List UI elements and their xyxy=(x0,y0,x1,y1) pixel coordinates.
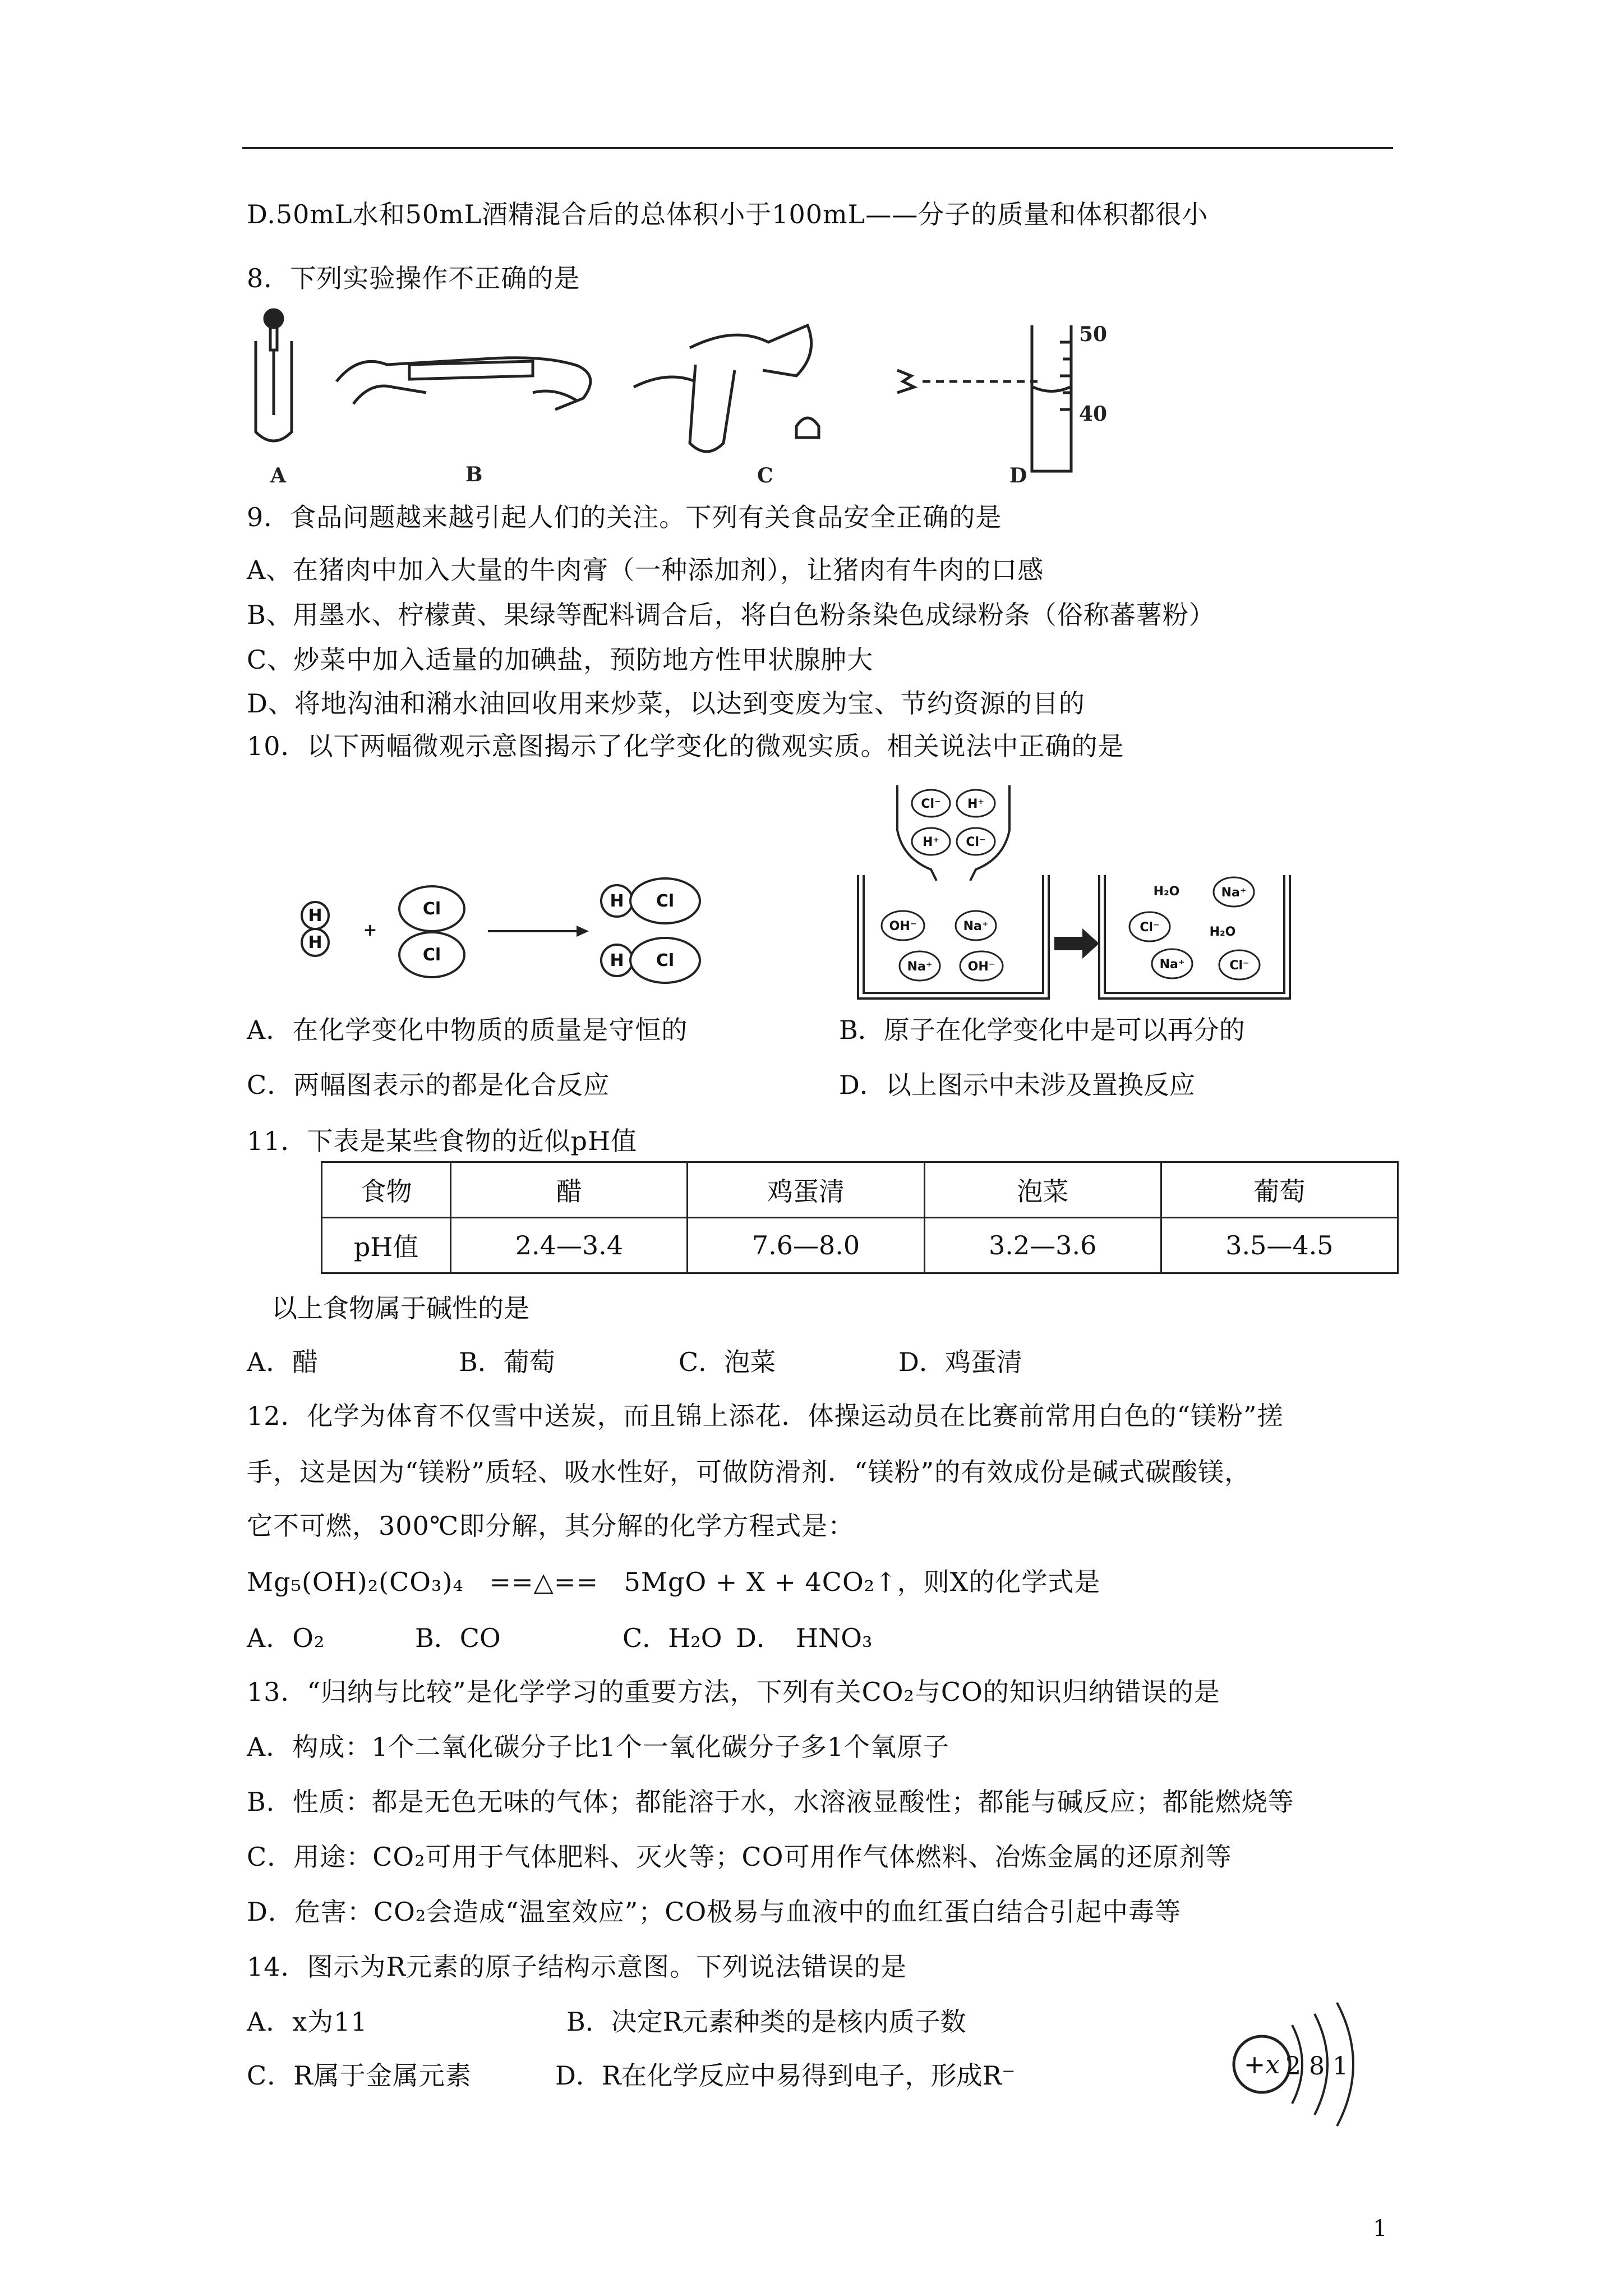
ion-cl-minus: Cl⁻ xyxy=(1140,921,1160,935)
molecule-h2o: H₂O xyxy=(1209,925,1236,939)
q12-option-a: A．O₂ xyxy=(247,1623,325,1653)
atom-electron-shells: 2 8 1 xyxy=(1285,2052,1348,2081)
table-cell: 3.2—3.6 xyxy=(924,1218,1161,1273)
q10-molecule-reaction-diagram xyxy=(292,864,740,993)
ion-h-plus: H⁺ xyxy=(922,835,940,849)
q12-question-tail: ，则X的化学式是 xyxy=(897,1567,1101,1597)
header-rule xyxy=(242,147,1393,149)
q14-option-c: C．R属于金属元素 xyxy=(247,2060,472,2091)
q10-option-a: A．在化学变化中物质的质量是守恒的 xyxy=(247,1015,688,1045)
q9-option-d: D、将地沟油和潲水油回收用来炒菜，以达到变废为宝、节约资源的目的 xyxy=(247,688,1085,719)
q12-line-1: 12．化学为体育不仅雪中送炭，而且锦上添花．体操运动员在比赛前常用白色的“镁粉”搓 xyxy=(247,1401,1284,1431)
table-cell: 3.5—4.5 xyxy=(1161,1218,1398,1273)
table-row xyxy=(322,1218,1398,1273)
atom-cl-label: Cl xyxy=(656,891,675,911)
q12-option-d-letter: D． xyxy=(736,1623,782,1653)
equation-products: 5MgO + X + 4CO₂↑ xyxy=(624,1567,897,1597)
fig8-label-b: B xyxy=(465,463,483,486)
q11-sub-stem: 以上食物属于碱性的是 xyxy=(271,1293,529,1323)
q14-atom-structure-diagram xyxy=(1223,1980,1368,2148)
q13-stem: 13．“归纳与比较”是化学学习的重要方法，下列有关CO₂与CO的知识归纳错误的是 xyxy=(247,1677,1220,1707)
atom-h-label: H xyxy=(610,951,624,970)
atom-nucleus-label: +x xyxy=(1243,2049,1280,2079)
table-cell: 食物 xyxy=(322,1162,451,1218)
q14-option-a: A．x为11 xyxy=(247,2007,368,2037)
q14-option-d: D．R在化学反应中易得到电子，形成R⁻ xyxy=(555,2060,1016,2091)
q12-equation xyxy=(247,1565,1100,1599)
q13-option-c: C．用途：CO₂可用于气体肥料、灭火等；CO可用作气体燃料、冶炼金属的还原剂等 xyxy=(247,1842,1232,1872)
q13-option-b: B．性质：都是无色无味的气体；都能溶于水，水溶液显酸性；都能与碱反应；都能燃烧等 xyxy=(247,1787,1294,1817)
ion-na-plus: Na⁺ xyxy=(1221,886,1247,900)
ion-na-plus: Na⁺ xyxy=(907,960,933,974)
q12-line-3: 它不可燃，300℃即分解，其分解的化学方程式是： xyxy=(247,1511,855,1541)
ion-na-plus: Na⁺ xyxy=(1159,958,1185,972)
q9-option-b: B、用墨水、柠檬黄、果绿等配料调合后，将白色粉条染色成绿粉条（俗称蕃薯粉） xyxy=(247,600,1215,630)
equation-reactant: Mg₅(OH)₂(CO₃)₄ xyxy=(247,1567,464,1597)
atom-cl-label: Cl xyxy=(422,945,441,965)
ph-table xyxy=(321,1161,1399,1274)
q12-option-b: B．CO xyxy=(415,1623,501,1653)
atom-cl-label: Cl xyxy=(422,899,441,919)
q11-option-b: B．葡萄 xyxy=(459,1347,555,1377)
fig8-label-a: A xyxy=(270,464,286,487)
q9-option-a: A、在猪肉中加入大量的牛肉膏（一种添加剂），让猪肉有牛肉的口感 xyxy=(247,555,1044,585)
q10-neutralization-diagram xyxy=(852,785,1346,1010)
q10-option-c: C．两幅图表示的都是化合反应 xyxy=(247,1070,610,1100)
q9-stem: 9．食品问题越来越引起人们的关注。下列有关食品安全正确的是 xyxy=(247,502,1002,532)
q14-stem: 14．图示为R元素的原子结构示意图。下列说法错误的是 xyxy=(247,1952,907,1982)
ion-na-plus: Na⁺ xyxy=(963,919,989,933)
table-row xyxy=(322,1162,1398,1218)
ion-oh-minus: OH⁻ xyxy=(967,960,995,974)
q12-option-c: C．H₂O xyxy=(623,1623,722,1653)
table-cell: 鸡蛋清 xyxy=(688,1162,924,1218)
atom-h-label: H xyxy=(610,891,624,911)
q12-line-2: 手，这是因为“镁粉”质轻、吸水性好，可做防滑剂．“镁粉”的有效成份是碱式碳酸镁， xyxy=(247,1457,1251,1487)
table-cell: 醋 xyxy=(451,1162,688,1218)
q7-option-d: D.50mL水和50mL酒精混合后的总体积小于100mL——分子的质量和体积都很小 xyxy=(247,199,1209,229)
table-cell: 7.6—8.0 xyxy=(688,1218,924,1273)
fig8-label-c: C xyxy=(757,464,773,487)
atom-h-label: H xyxy=(308,933,322,953)
page-number: 1 xyxy=(1373,2216,1387,2242)
table-cell: 泡菜 xyxy=(924,1162,1161,1218)
fig8-label-d: D xyxy=(1009,464,1027,487)
q10-option-b: B．原子在化学变化中是可以再分的 xyxy=(839,1015,1245,1045)
atom-cl-label: Cl xyxy=(656,951,675,970)
cylinder-mark-40: 40 xyxy=(1079,402,1108,426)
q8-lab-operations-figure xyxy=(241,303,1116,488)
plus-sign: + xyxy=(363,921,377,940)
atom-h-label: H xyxy=(308,906,322,926)
table-cell: 2.4—3.4 xyxy=(451,1218,688,1273)
ion-h-plus: H⁺ xyxy=(967,797,985,811)
q10-stem: 10．以下两幅微观示意图揭示了化学变化的微观实质。相关说法中正确的是 xyxy=(247,731,1124,761)
q11-option-c: C．泡菜 xyxy=(679,1347,776,1377)
q13-option-a: A．构成：1个二氧化碳分子比1个一氧化碳分子多1个氧原子 xyxy=(247,1732,950,1762)
q9-option-c: C、炒菜中加入适量的加碘盐，预防地方性甲状腺肿大 xyxy=(247,645,874,675)
q11-stem: 11．下表是某些食物的近似pH值 xyxy=(247,1126,638,1156)
q11-option-a: A．醋 xyxy=(247,1347,319,1377)
q12-option-d-value: HNO₃ xyxy=(795,1623,873,1653)
q10-option-d: D．以上图示中未涉及置换反应 xyxy=(839,1070,1195,1100)
q12-option-d xyxy=(736,1621,872,1655)
ion-oh-minus: OH⁻ xyxy=(889,919,917,933)
ion-cl-minus: Cl⁻ xyxy=(1229,959,1249,973)
ion-cl-minus: Cl⁻ xyxy=(921,797,941,811)
q13-option-d: D．危害：CO₂会造成“温室效应”；CO极易与血液中的血红蛋白结合引起中毒等 xyxy=(247,1897,1182,1927)
molecule-h2o: H₂O xyxy=(1153,885,1180,899)
equation-arrow: ==△== xyxy=(489,1567,599,1597)
ion-cl-minus: Cl⁻ xyxy=(966,835,986,849)
q8-stem: 8．下列实验操作不正确的是 xyxy=(247,263,580,293)
table-cell: pH值 xyxy=(322,1218,451,1273)
q11-option-d: D．鸡蛋清 xyxy=(898,1347,1022,1377)
table-cell: 葡萄 xyxy=(1161,1162,1398,1218)
q14-option-b: B．决定R元素种类的是核内质子数 xyxy=(566,2007,966,2037)
cylinder-mark-50: 50 xyxy=(1079,323,1108,346)
